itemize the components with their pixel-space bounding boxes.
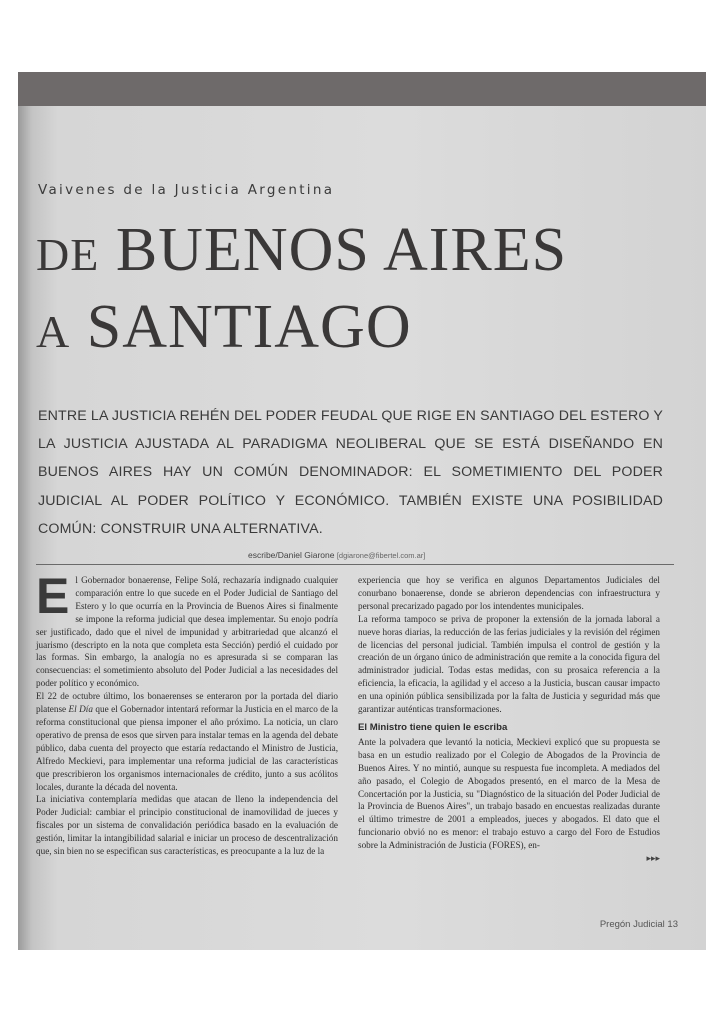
paragraph-5: La reforma tampoco se priva de proponer la extensión de la jornada laboral a nueve horas diarias, la reducción de las ferias judiciales y la revisión del régimen de licencias del personal judicial. También impulsa el control de gestión y la creación de un órgano único de administración que remite a la conocida figura del administrador judicial. Todas estas medidas, con su prosaica referencia a la eficiencia, la eficacia, la agilidad y el acceso a la Justicia, buscan causar impacto en una opinión pública sensibilizada por la falta de Justicia y seguridad más que garantizar auténticas transformaciones. (358, 613, 660, 715)
paragraph-2 (36, 690, 338, 793)
paragraph-2-text-a: El 22 de octubre último, los bonaerenses se enteraron por la portada del diario platense (36, 691, 338, 715)
article-column-left (36, 568, 338, 858)
paragraph-2-text-b: que el Gobernador intentará reformar la Justicia en el marco de la reforma constitucional que piensa imponer el año próximo. La noticia, un claro operativo de prensa de esos que sirven para instalar temas en la agenda del debate público, daba cuenta del proyecto que estaría redactando el Ministro de Justicia, Alfredo Meckievi, para implementar una reforma judicial de las características que prescribieron los organismos internacionales de crédito, junto a sus acólitos locales, durante la década del noventa. (36, 704, 338, 792)
paragraph-1 (36, 568, 338, 690)
magazine-page (18, 72, 706, 950)
byline-rule (36, 564, 674, 565)
subheading: El Ministro tiene quien le escriba (358, 721, 508, 733)
article-deck: ENTRE LA JUSTICIA REHÉN DEL PODER FEUDAL QUE RIGE EN SANTIAGO DEL ESTERO Y LA JUSTICIA AJUSTADA AL PARADIGMA NEOLIBERAL QUE SE ESTÁ DISEÑANDO EN BUENOS AIRES HAY UN COMÚN DENOMINADOR: EL SOMETIMIENTO DEL PODER JUDICIAL AL PODER POLÍTICO Y ECONÓMICO. TAMBIÉN EXISTE UNA POSIBILIDAD COMÚN: CONSTRUIR UNA ALTERNATIVA. (38, 408, 663, 537)
newspaper-name: El Día (68, 704, 93, 715)
paragraph-1-text: l Gobernador bonaerense, Felipe Solá, rechazaría indignado cualquier comparación entre lo que sucede en el Poder Judicial de Santiago del Estero y lo que ocurría en la Provincia de Buenos Aires si finalmente se impone la reforma judicial que desea implementar. Su enojo podría ser justificado, dado que el nivel de impunidad y arbitrariedad que alcanzó el juarismo (descripto en la nota que completa esta Sección) perdió el cuidado por las formas. Sin embargo, la analogía no es apresurada si se comparan las consecuencias: el sometimiento absoluto del Poder Judicial a las necesidades del poder político y económico. (36, 575, 338, 689)
headline (36, 214, 696, 368)
paragraph-6: Ante la polvadera que levantó la noticia, Meckievi explicó que su propuesta se basa en un estudio realizado por el Colegio de Abogados de la Provincia de Buenos Aires. Y no mintió, aunque su respuesta fue incompleta. A mediados del año pasado, el Colegio de Abogados presentó, en el marco de la Mesa de Concertación por la Justicia, su "Diagnóstico de la situación del Poder Judicial de la Provincia de Buenos Aires", un trabajo basado en encuestas realizadas durante el último trimestre de 2001 a empleados, jueces y abogados. El dato que el funcionario obvió no es menor: el trabajo estuvo a cargo del Foro de Estudios sobre la Administración de Justicia (FORES), en- (358, 736, 660, 851)
continue-arrows-icon: ▸▸▸ (646, 853, 660, 864)
paragraph-4: experiencia que hoy se verifica en algunos Departamentos Judiciales del conurbano bonaerense, donde se abrieron dependencias con infraestructura y personal precarizado pagado por los intendentes municipales. (358, 575, 660, 611)
headline-line2-small: A (36, 306, 71, 357)
byline-author: escribe/Daniel Giarone (248, 550, 335, 560)
article-column-right (358, 574, 660, 865)
section-title: Vaivenes de la Justicia Argentina (38, 182, 335, 198)
page-folio: Pregón Judicial 13 (599, 919, 678, 930)
headline-line2-main: SANTIAGO (86, 293, 412, 361)
drop-cap: E (36, 568, 70, 624)
headline-line1-small: DE (36, 229, 100, 280)
headline-line1-main: BUENOS AIRES (115, 216, 568, 284)
paragraph-3: La iniciativa contemplaría medidas que atacan de lleno la independencia del Poder Judicial: cambiar el principio constitucional de inamovilidad de jueces y fiscales por un sistema de convalidación periódica basado en la evaluación de gestión, limitar la intangibilidad salarial e iniciar un proceso de descentralización que, sin bien no se especifican sus características, es preocupante a la luz de la (36, 794, 338, 857)
byline-email: [dgiarone@fibertel.com.ar] (336, 551, 426, 560)
top-color-bar (18, 72, 706, 106)
byline (248, 550, 425, 560)
